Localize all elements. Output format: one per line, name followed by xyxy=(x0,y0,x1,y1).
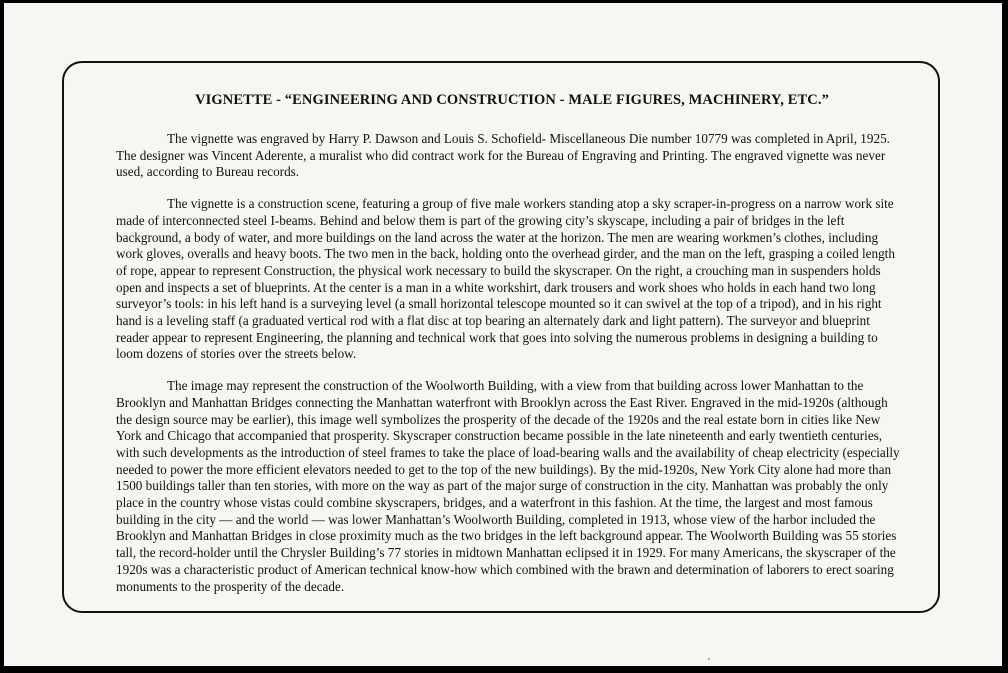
paragraph-engraving-history: The vignette was engraved by Harry P. Dawson and Louis S. Schofield- Miscellaneous Die number 10779 was completed in April, 1925. The designer was Vincent Aderente, a muralist who did contract work for the Bureau of Engraving and Printing. The engraved vignette was never used, according to Bureau records. xyxy=(116,131,890,180)
document-card xyxy=(4,3,1002,666)
paragraph-scene-description: The vignette is a construction scene, featuring a group of five male workers standing atop a sky scraper-in-progress on a narrow work site made of interconnected steel I-beams. Behind and below them is part of the growing city’s skyscape, including a pair of bridges in the left background, a body of water, and more buildings on the land across the water at the horizon. The men are wearing workmen’s clothes, including work gloves, overalls and heavy boots. The two men in the back, holding onto the overhead girder, and the man on the left, grasping a coiled length of rope, appear to represent Construction, the physical work necessary to build the skyscraper. On the right, a crouching man in suspenders holds open and inspects a set of blueprints. At the center is a man in a white workshirt, dark trousers and work shoes who holds in each hand two long surveyor’s tools: in his left hand is a surveying level (a small horizontal telescope mounted so it can swivel at the top of a tripod), and in his right hand is a leveling staff (a graduated vertical rod with a flat disc at top bearing an alternately dark and light pattern). The surveyor and blueprint reader appear to represent Engineering, the planning and technical work that goes into solving the numerous problems in designing a building to loom dozens of stories over the streets below. xyxy=(116,196,895,362)
paragraph-historical-context: The image may represent the construction of the Woolworth Building, with a view from that building across lower Manhattan to the Brooklyn and Manhattan Bridges connecting the Manhattan waterfront with Brooklyn across the East River. Engraved in the mid-1920s (although the design source may be earlier), this image well symbolizes the prosperity of the decade of the 1920s and the real estate born in cities like New York and Chicago that accompanied that prosperity. Skyscraper construction became possible in the late nineteenth and early twentieth centuries, with such developments as the introduction of steel frames to take the place of load-bearing walls and the availability of cheap electricity (especially needed to power the more efficient elevators needed to get to the top of the new buildings). By the mid-1920s, New York City alone had more than 1500 buildings taller than ten stories, with more on the way as part of the major surge of construction in the city. Manhattan was probably the only place in the country whose vistas could combine skyscrapers, bridges, and a waterfront in this fashion. At the time, the largest and most famous building in the city — and the world — was lower Manhattan’s Woolworth Building, completed in 1913, whose view of the harbor included the Brooklyn and Manhattan Bridges in close proximity much as the two bridges in the left background appear. The Woolworth Building was 55 stories tall, the record-holder until the Chrysler Building’s 77 stories in midtown Manhattan eclipsed it in 1929. For many Americans, the skyscraper of the 1920s was a characteristic product of American technical know-how which combined with the brawn and determination of laborers to erect soaring monuments to the prosperity of the decade. xyxy=(116,378,900,594)
document-title: VIGNETTE - “ENGINEERING AND CONSTRUCTION - MALE FIGURES, MACHINERY, ETC.” xyxy=(195,92,829,108)
text-panel xyxy=(62,61,940,613)
paper-speck xyxy=(708,658,710,660)
